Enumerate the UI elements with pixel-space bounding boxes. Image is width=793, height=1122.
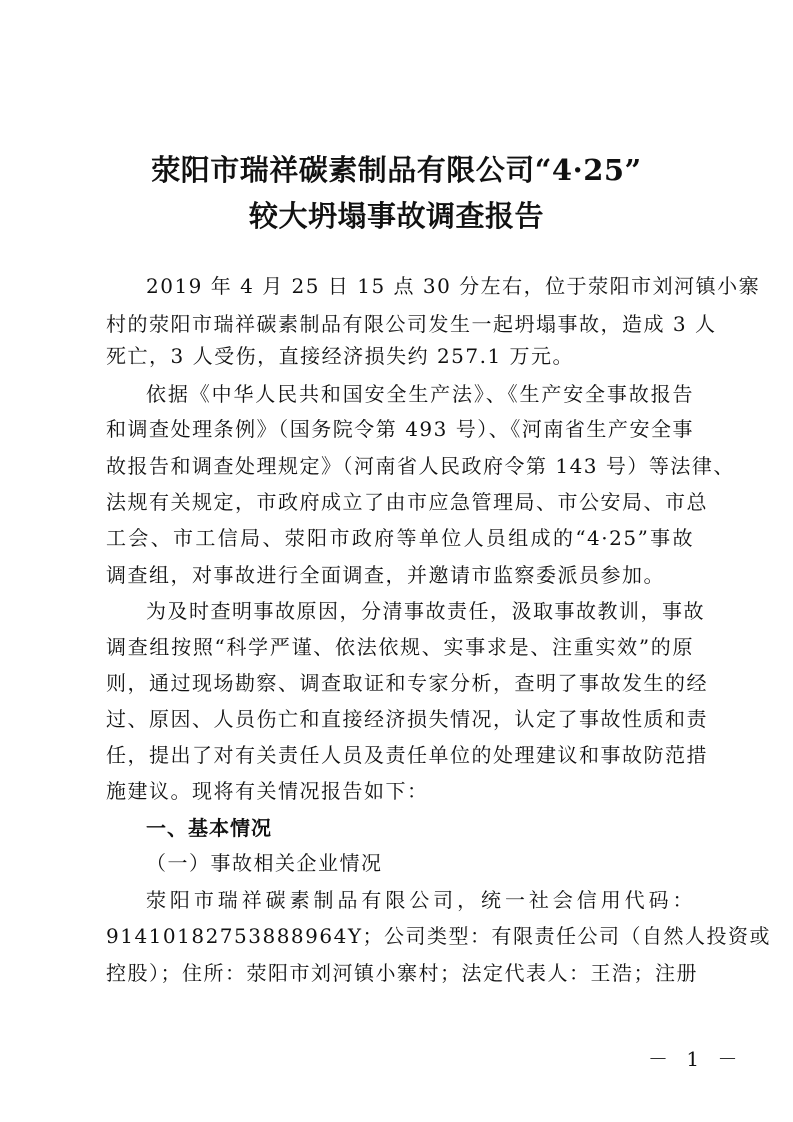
body-line: 故报告和调查处理规定》（河南省人民政府令第 143 号）等法律、 — [106, 454, 735, 478]
body-line: 91410182753888964Y；公司类型：有限责任公司（自然人投资或 — [106, 924, 772, 948]
report-title-line-2: 较大坍塌事故调查报告 — [248, 199, 544, 233]
body-line: 过、原因、人员伤亡和直接经济损失情况，认定了事故性质和责 — [106, 707, 708, 731]
body-line: 控股）；住所：荥阳市刘河镇小寨村；法定代表人：王浩；注册 — [106, 961, 698, 985]
body-line: 工会、市工信局、荥阳市政府等单位人员组成的“4·25”事故 — [106, 526, 694, 550]
body-line: 依据《中华人民共和国安全生产法》、《生产安全事故报告 — [146, 382, 694, 406]
body-line: 调查组按照“科学严谨、依法依规、实事求是、注重实效”的原 — [106, 635, 694, 659]
body-line: 任，提出了对有关责任人员及责任单位的处理建议和事故防范措 — [106, 743, 708, 767]
subsection-heading: （一）事故相关企业情况 — [146, 851, 383, 875]
body-line: 为及时查明事故原因，分清事故责任，汲取事故教训，事故 — [146, 599, 705, 623]
body-line: 调查组，对事故进行全面调查，并邀请市监察委派员参加。 — [106, 563, 665, 587]
section-heading: 一、基本情况 — [146, 816, 272, 840]
body-line: 施建议。现将有关情况报告如下： — [106, 779, 429, 803]
body-line: 和调查处理条例》（国务院令第 493 号）、《河南省生产安全事 — [106, 417, 694, 441]
body-line: 荥阳市瑞祥碳素制品有限公司，统一社会信用代码： — [146, 888, 694, 912]
report-title-line-1: 荥阳市瑞祥碳素制品有限公司“4·25” — [151, 153, 642, 187]
body-line: 法规有关规定，市政府成立了由市应急管理局、市公安局、市总 — [106, 490, 708, 514]
body-line: 则，通过现场勘察、调查取证和专家分析，查明了事故发生的经 — [106, 671, 708, 695]
body-line: 2019 年 4 月 25 日 15 点 30 分左右，位于荥阳市刘河镇小寨 — [146, 274, 761, 298]
body-line: 村的荥阳市瑞祥碳素制品有限公司发生一起坍塌事故，造成 3 人 — [106, 312, 717, 336]
body-line: 死亡，3 人受伤，直接经济损失约 257.1 万元。 — [106, 344, 575, 368]
page-number: － 1 － — [648, 1047, 744, 1071]
